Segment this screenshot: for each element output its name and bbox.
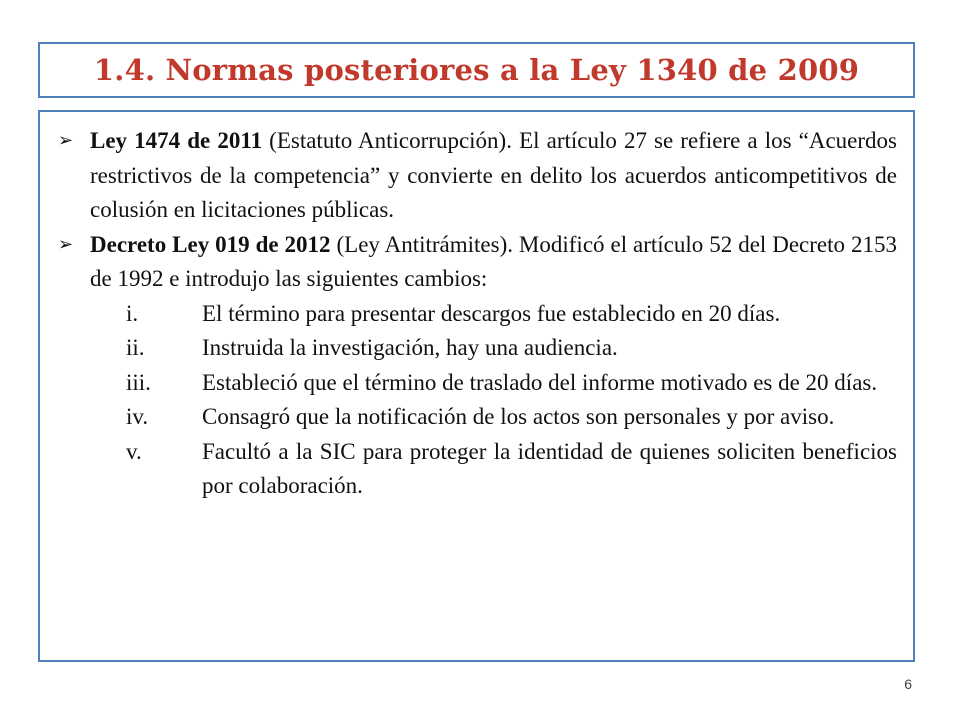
page-number: 6	[904, 676, 912, 692]
sub-item-text: El término para presentar descargos fue establecido en 20 días.	[202, 300, 781, 326]
sub-item	[56, 331, 897, 366]
sub-item	[56, 297, 897, 332]
sub-item-text: Instruida la investigación, hay una audiencia.	[202, 335, 618, 360]
arrowhead-bullet-icon: ➢	[58, 233, 74, 255]
arrowhead-bullet-icon: ➢	[58, 130, 74, 151]
bullet-body: (Ley Antitrámites). Modificó el artículo 52 del Decreto 2153 de 1992 e introdujo las siguientes cambios:	[90, 231, 897, 291]
bullet-body: (Estatuto Anticorrupción). El artículo 27 se refiere a los “Acuerdos restrictivos de la competencia” y convierte en delito los acuerdos anticompetitivos de colusión en licitaciones públicas.	[90, 128, 897, 222]
sub-item-number: iv.	[126, 404, 149, 429]
bullet-bold-label: Decreto Ley 019 de 2012	[90, 231, 331, 257]
sub-item	[56, 435, 897, 504]
content-box	[38, 110, 915, 662]
sub-item	[56, 366, 897, 401]
sub-list	[56, 297, 897, 504]
slide-title: 1.4. Normas posteriores a la Ley 1340 de 2009	[93, 53, 860, 87]
bullet-item-decreto-019	[56, 228, 897, 297]
sub-item-number: iii.	[126, 369, 151, 395]
sub-item-text: Facultó a la SIC para proteger la identidad de quienes soliciten beneficios por colaboración.	[202, 438, 897, 498]
sub-item	[56, 400, 897, 435]
sub-item-number: i.	[126, 300, 139, 326]
sub-item-text: Estableció que el término de traslado del informe motivado es de 20 días.	[202, 369, 878, 395]
bullet-item-ley-1474	[56, 124, 897, 228]
sub-item-number: ii.	[126, 335, 145, 360]
title-box	[38, 42, 915, 98]
bullet-bold-label: Ley 1474 de 2011	[90, 128, 263, 153]
bullet-text	[90, 124, 897, 228]
bullet-text	[90, 228, 897, 297]
sub-item-text: Consagró que la notificación de los actos son personales y por aviso.	[202, 404, 835, 429]
sub-item-number: v.	[126, 438, 142, 464]
